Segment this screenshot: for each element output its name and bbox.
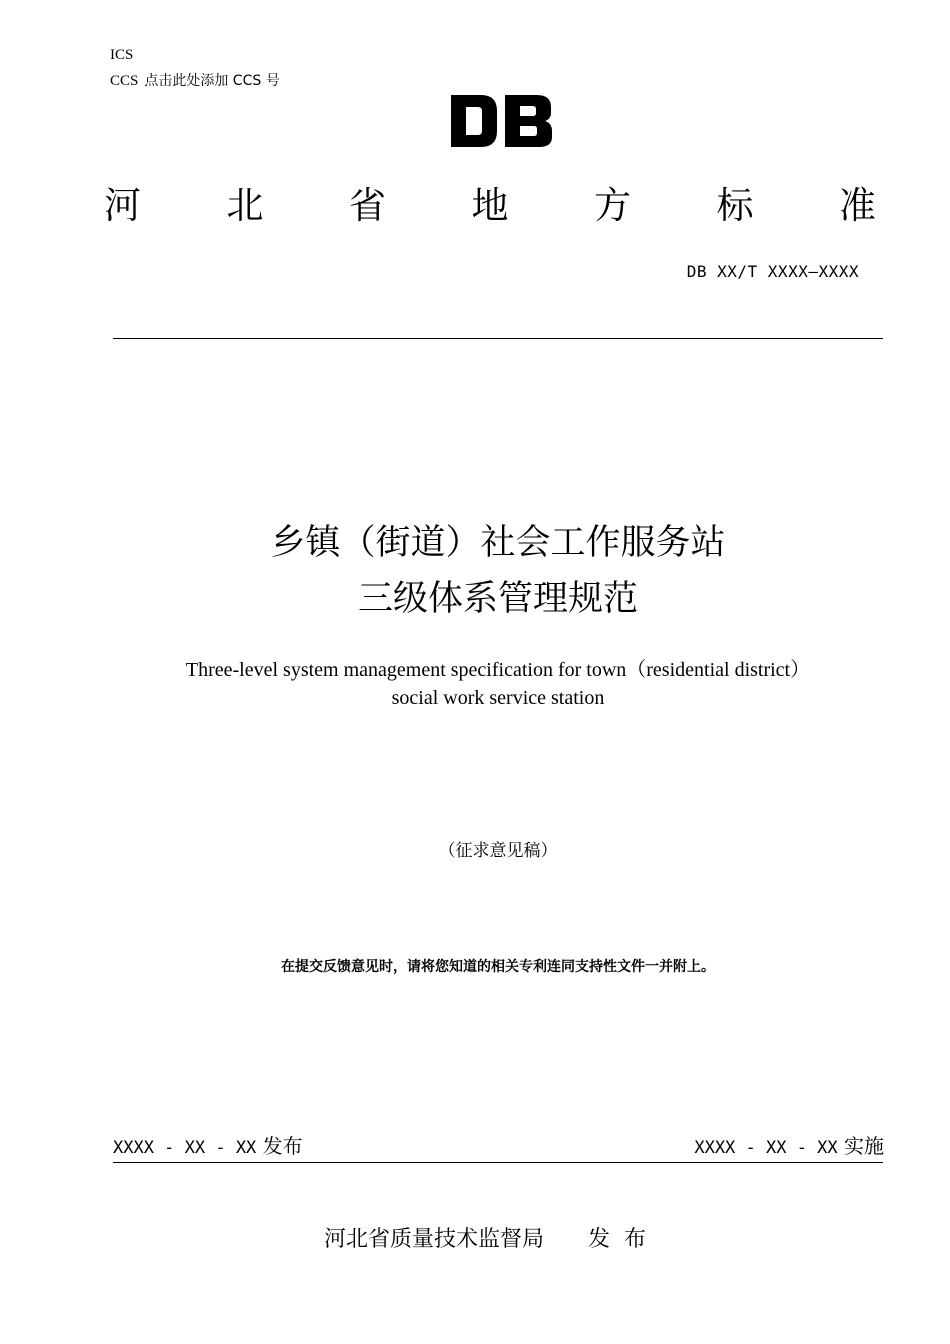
issuer: [324, 1226, 660, 1254]
publish-date-value[interactable]: XXXX - XX - XX: [113, 1138, 257, 1158]
title-char: 准: [839, 184, 876, 227]
ccs-label: CCS: [110, 73, 139, 89]
title-char: 北: [226, 184, 264, 227]
draft-label: （征求意见稿）: [438, 841, 558, 861]
title-char: 标: [716, 184, 754, 227]
bottom-divider: [113, 1162, 883, 1163]
patent-notice: 在提交反馈意见时，请将您知道的相关专利连同支持性文件一并附上。: [281, 959, 715, 975]
top-divider: [113, 338, 883, 339]
title-char: 方: [594, 184, 631, 227]
chinese-title-line-2: 三级体系管理规范: [357, 579, 638, 619]
standard-category-title: [104, 183, 876, 229]
db-standard-logo: [451, 95, 553, 147]
effective-date-label: 实施: [844, 1134, 884, 1158]
title-char: 河: [104, 184, 141, 227]
issuer-action: 发布: [588, 1227, 661, 1252]
chinese-title-line-1: 乡镇（街道）社会工作服务站: [270, 523, 726, 563]
effective-date: [694, 1133, 884, 1161]
publish-date: [113, 1133, 303, 1161]
ccs-line: [110, 72, 280, 90]
title-char: 省: [349, 184, 386, 227]
ccs-placeholder[interactable]: 点击此处添加 CCS 号: [144, 73, 280, 89]
english-title-line-2: social work service station: [391, 687, 605, 709]
issuer-name: 河北省质量技术监督局: [324, 1227, 545, 1252]
ics-label: ICS: [110, 47, 134, 63]
publish-date-label: 发布: [262, 1134, 303, 1158]
effective-date-value[interactable]: XXXX - XX - XX: [694, 1138, 838, 1158]
english-title-line-1: Three-level system management specification for town（residential district）: [185, 659, 811, 681]
standard-code: DB XX/T XXXX—XXXX: [686, 262, 859, 281]
title-char: 地: [471, 184, 509, 227]
